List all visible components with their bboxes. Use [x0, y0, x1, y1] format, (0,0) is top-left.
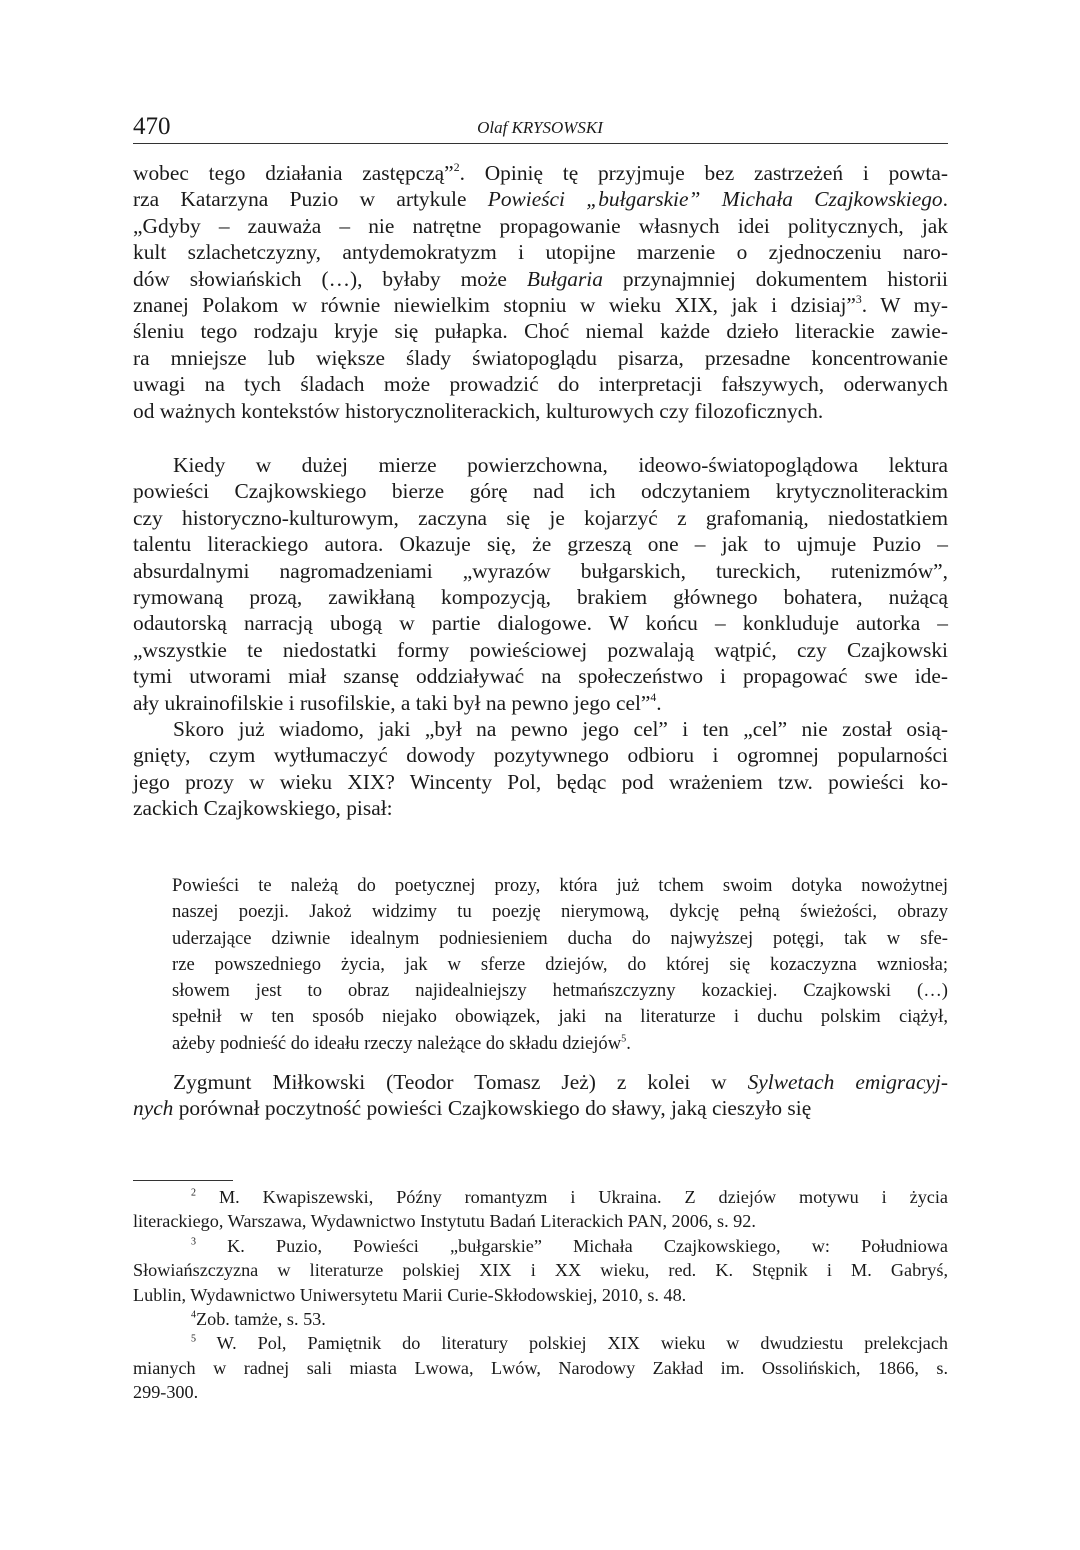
text-line — [133, 1331, 948, 1355]
text-run: Zob. tamże, s. 53. — [196, 1309, 326, 1330]
text-line — [133, 1356, 948, 1380]
text-run: śleniu tego rodzaju kryje się pułapka. Choć niemal każde dzieło literackie zawie- — [133, 319, 948, 344]
text-run: przynajmniej dokumentem historii — [602, 266, 948, 291]
text-line — [172, 978, 948, 1004]
block-quote — [172, 873, 948, 1057]
text-run: zackich Czajkowskiego, pisał: — [133, 796, 393, 821]
footnote-ref: 5 — [621, 1033, 627, 1045]
text-line — [133, 663, 948, 689]
text-run: porównał poczytność powieści Czajkowskiego do sławy, jaką cieszyło się — [173, 1096, 812, 1121]
text-run: rza Katarzyna Puzio w artykule — [133, 187, 488, 212]
text-run: 299-300. — [133, 1382, 199, 1403]
text-line — [133, 584, 948, 610]
text-run: . — [942, 187, 948, 212]
footnote — [133, 1234, 948, 1307]
text-run: Kiedy w dużej mierze powierzchowna, ideowo-światopoglądowa lektura — [173, 453, 948, 477]
text-line — [133, 1380, 948, 1404]
text-run: naszej poezji. Jakoż widzimy tu poezję nierymową, dykcję pełną świeżości, obrazy — [172, 901, 948, 923]
text-run: absurdalnymi nagromadzeniami „wyrazów bułgarskich, tureckich, rutenizmów”, — [133, 558, 948, 583]
text-run: ały ukrainofilskie i rusofilskie, a taki był na pewno jego cel” — [133, 690, 651, 715]
text-run: . — [656, 690, 662, 715]
text-line — [133, 637, 948, 663]
paragraph-3 — [133, 716, 948, 822]
text-line — [172, 873, 948, 899]
text-run: W. Pol, Pamiętnik do literatury polskiej XIX wieku w dwudziestu prelekcjach — [196, 1333, 948, 1354]
text-run: uderzające dziwnie idealnym podniesieniem ducha do najwyższej potęgi, tak w sfe- — [172, 927, 948, 949]
italic-title: Bułgaria — [526, 266, 603, 291]
text-run: K. Puzio, Powieści „bułgarskie” Michała Czajkowskiego, w: Południowa — [196, 1235, 948, 1256]
italic-title: nych — [133, 1096, 174, 1121]
text-run: rymowaną prozą, zawikłaną kompozycją, brakiem głównego bohatera, nużącą — [133, 585, 948, 610]
text-line — [133, 716, 948, 742]
footnotes — [133, 1185, 948, 1405]
text-line — [133, 371, 948, 397]
text-line — [133, 266, 948, 292]
paragraph-4 — [133, 1069, 948, 1122]
footnote — [133, 1185, 948, 1234]
text-run: dów słowiańskich (…), byłaby może — [133, 266, 527, 291]
footnote-ref: 2 — [191, 1187, 196, 1199]
footnote — [133, 1331, 948, 1404]
text-line — [133, 795, 948, 821]
text-run: . — [626, 1032, 631, 1054]
text-run: . W my- — [861, 293, 948, 318]
footnote-ref: 5 — [191, 1333, 196, 1345]
italic-title: Sylwetach emigracyj- — [747, 1070, 948, 1094]
text-run: jego prozy w wieku XIX? Wincenty Pol, będąc pod wrażeniem tzw. powieści ko- — [133, 769, 948, 794]
text-run: odautorską narracją ubogą w partie dialogowe. W końcu – konkluduje autorka – — [133, 611, 948, 636]
italic-title: Powieści „bułgarskie” Michała Czajkowskiego — [487, 187, 943, 212]
text-run: Zygmunt Miłkowski (Teodor Tomasz Jeż) z kolei w — [173, 1070, 748, 1094]
text-line — [133, 1283, 948, 1307]
footnote-ref: 3 — [191, 1236, 196, 1248]
text-line — [172, 926, 948, 952]
text-line — [133, 1069, 948, 1095]
text-line — [133, 1095, 948, 1121]
text-run: słowem jest to obraz najidealniejszy hetmańszczyzny kozackiej. Czajkowski (…) — [172, 980, 948, 1002]
text-run: znanej Polakom w równie niewielkim stopniu w wieku XIX, jak i dzisiaj” — [133, 293, 856, 318]
text-line — [133, 292, 948, 318]
text-run: kult szlachetczyzny, antydemokratyzm i utopijne marzenie o zjednoczeniu naro- — [133, 240, 948, 265]
text-run: mianych w radnej sali miasta Lwowa, Lwów, Narodowy Zakład im. Ossolińskich, 1866, s. — [133, 1357, 948, 1378]
text-line — [133, 610, 948, 636]
text-run: ażeby podnieść do ideału rzeczy należące do składu dziejów — [172, 1032, 622, 1054]
text-line — [133, 742, 948, 768]
footnote-ref: 3 — [855, 293, 862, 307]
footnote-ref: 4 — [191, 1309, 196, 1321]
text-line — [172, 952, 948, 978]
text-line — [133, 1209, 948, 1233]
text-line — [133, 186, 948, 212]
text-run: Powieści te należą do poetycznej prozy, która już tchem swoim dotyka nowożytnej — [172, 875, 948, 896]
text-run: uwagi na tych śladach może prowadzić do interpretacji fałszywych, oderwanych — [133, 372, 948, 397]
text-line — [133, 478, 948, 504]
text-run: Lublin, Wydawnictwo Uniwersytetu Marii Curie-Skłodowskiej, 2010, s. 48. — [133, 1284, 687, 1305]
text-line — [133, 345, 948, 371]
header-rule — [133, 143, 948, 144]
text-line — [133, 1307, 948, 1331]
text-run: Słowiańszczyzna w literaturze polskiej XIX i XX wieku, red. K. Stępnik i M. Gabryś, — [133, 1260, 948, 1281]
footnote — [133, 1307, 948, 1331]
footnote-ref: 4 — [650, 690, 657, 704]
text-line — [133, 213, 948, 239]
footnote-ref: 2 — [453, 161, 460, 175]
text-run: spełnił w ten sposób niejako obowiązek, jaki na literaturze i duchu polskim ciążył, — [172, 1006, 948, 1028]
text-line — [133, 452, 948, 478]
paragraph-1 — [133, 160, 948, 424]
text-run: gnięty, czym wytłumaczyć dowody pozytywnego odbioru i ogromnej popularności — [133, 743, 948, 768]
text-line — [133, 505, 948, 531]
text-line — [133, 398, 948, 424]
text-line — [172, 899, 948, 925]
text-line — [133, 1234, 948, 1258]
text-line — [172, 1031, 948, 1057]
text-line — [133, 1185, 948, 1209]
running-header-author: Olaf KRYSOWSKI — [477, 118, 603, 137]
page-number: 470 — [133, 113, 171, 140]
text-line — [133, 690, 948, 716]
text-line — [172, 1004, 948, 1030]
text-run: „wszystkie te niedostatki formy powieściowej pozwalają wątpić, czy Czajkowski — [133, 637, 948, 662]
text-run: Skoro już wiadomo, jaki „był na pewno jego cel” i ten „cel” nie został osią- — [173, 717, 948, 741]
text-run: tymi utworami miał szansę oddziaływać na społeczeństwo i propagować swe ide- — [133, 664, 948, 689]
text-line — [133, 239, 948, 265]
text-run: M. Kwapiszewski, Późny romantyzm i Ukraina. Z dziejów motywu i życia — [196, 1187, 948, 1207]
text-run: „Gdyby – zauważa – nie natrętne propagowanie własnych idei politycznych, jak — [133, 213, 948, 238]
text-line — [133, 318, 948, 344]
text-line — [133, 1258, 948, 1282]
text-run: talentu literackiego autora. Okazuje się, że grzeszą one – jak to ujmuje Puzio – — [133, 532, 948, 557]
text-line — [133, 558, 948, 584]
footnote-rule — [133, 1180, 233, 1181]
text-run: . Opinię tę przyjmuje bez zastrzeżeń i powta- — [459, 161, 948, 185]
text-run: ra mniejsze lub większe ślady światopoglądu pisarza, przesadne koncentrowanie — [133, 345, 948, 370]
text-line — [133, 160, 948, 186]
text-line — [133, 769, 948, 795]
text-run: czy historyczno-kulturowym, zaczyna się je kojarzyć z grafomanią, niedostatkiem — [133, 505, 948, 530]
text-run: powieści Czajkowskiego bierze górę nad ich odczytaniem krytycznoliterackim — [133, 479, 948, 504]
text-line — [133, 531, 948, 557]
text-run: od ważnych kontekstów historycznoliterackich, kulturowych czy filozoficznych. — [133, 398, 824, 423]
paragraph-2 — [133, 452, 948, 716]
text-run: literackiego, Warszawa, Wydawnictwo Instytutu Badań Literackich PAN, 2006, s. 92. — [133, 1211, 756, 1232]
text-run: wobec tego działania zastępczą” — [133, 161, 454, 185]
text-run: rze powszedniego życia, jak w sferze dziejów, do której się kozaczyzna wzniosła; — [172, 953, 948, 975]
